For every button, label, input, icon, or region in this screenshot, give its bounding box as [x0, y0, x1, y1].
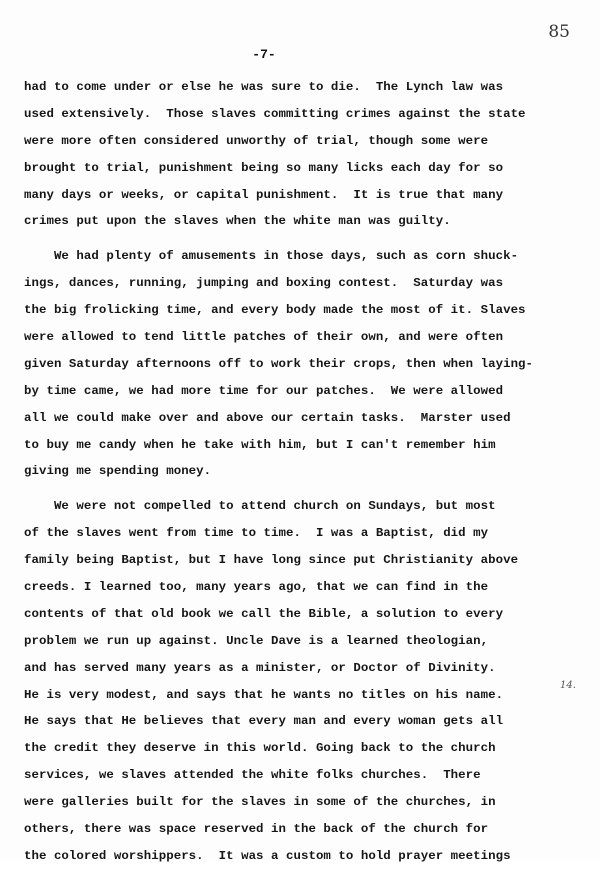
text-line: of the slaves went from time to time. I was a Baptist, did my [24, 526, 489, 541]
paragraph-3 [24, 493, 584, 869]
text-line: many days or weeks, or capital punishment. It is true that many [24, 187, 504, 202]
text-line: the credit they deserve in this world. Going back to the church [24, 741, 496, 756]
text-line: We were not compelled to attend church on Sundays, but most [24, 499, 496, 514]
text-line: by time came, we had more time for our patches. We were allowed [24, 383, 504, 398]
text-line: and has served many years as a minister, or Doctor of Divinity. [24, 660, 496, 675]
text-line: creeds. I learned too, many years ago, that we can find in the [24, 580, 489, 595]
paragraph-1 [24, 74, 584, 235]
text-line: We had plenty of amusements in those days, such as corn shuck- [24, 249, 519, 264]
text-line: brought to trial, punishment being so many licks each day for so [24, 160, 504, 175]
folio-number: 85 [548, 22, 570, 42]
text-line: had to come under or else he was sure to die. The Lynch law was [24, 80, 504, 94]
text-line: used extensively. Those slaves committing crimes against the state [24, 106, 526, 121]
text-line: He is very modest, and says that he wants no titles on his name. [24, 687, 504, 702]
text-line: were galleries built for the slaves in some of the churches, in [24, 795, 496, 810]
text-line: family being Baptist, but I have long since put Christianity above [24, 553, 519, 568]
text-line: He says that He believes that every man and every woman gets all [24, 714, 504, 729]
margin-note: 14. [560, 680, 576, 691]
text-line: were more often considered unworthy of trial, though some were [24, 133, 489, 148]
text-line: all we could make over and above our certain tasks. Marster used [24, 410, 511, 425]
text-line: problem we run up against. Uncle Dave is a learned theologian, [24, 633, 489, 648]
text-line: the colored worshippers. It was a custom to hold prayer meetings [24, 848, 511, 863]
text-line: given Saturday afternoons off to work their crops, then when laying- [24, 356, 534, 371]
text-line: services, we slaves attended the white folks churches. There [24, 768, 481, 783]
text-line: others, there was space reserved in the back of the church for [24, 822, 489, 837]
text-line: contents of that old book we call the Bible, a solution to every [24, 606, 504, 621]
document-body [24, 74, 584, 870]
text-line: were allowed to tend little patches of their own, and were often [24, 330, 504, 345]
paragraph-2 [24, 243, 584, 485]
text-line: crimes put upon the slaves when the white man was guilty. [24, 214, 451, 229]
text-line: ings, dances, running, jumping and boxing contest. Saturday was [24, 276, 504, 291]
text-line: giving me spending money. [24, 464, 212, 479]
text-line: to buy me candy when he take with him, but I can't remember him [24, 437, 496, 452]
text-line: the big frolicking time, and every body made the most of it. Slaves [24, 303, 526, 318]
page-number: -7- [252, 47, 276, 62]
